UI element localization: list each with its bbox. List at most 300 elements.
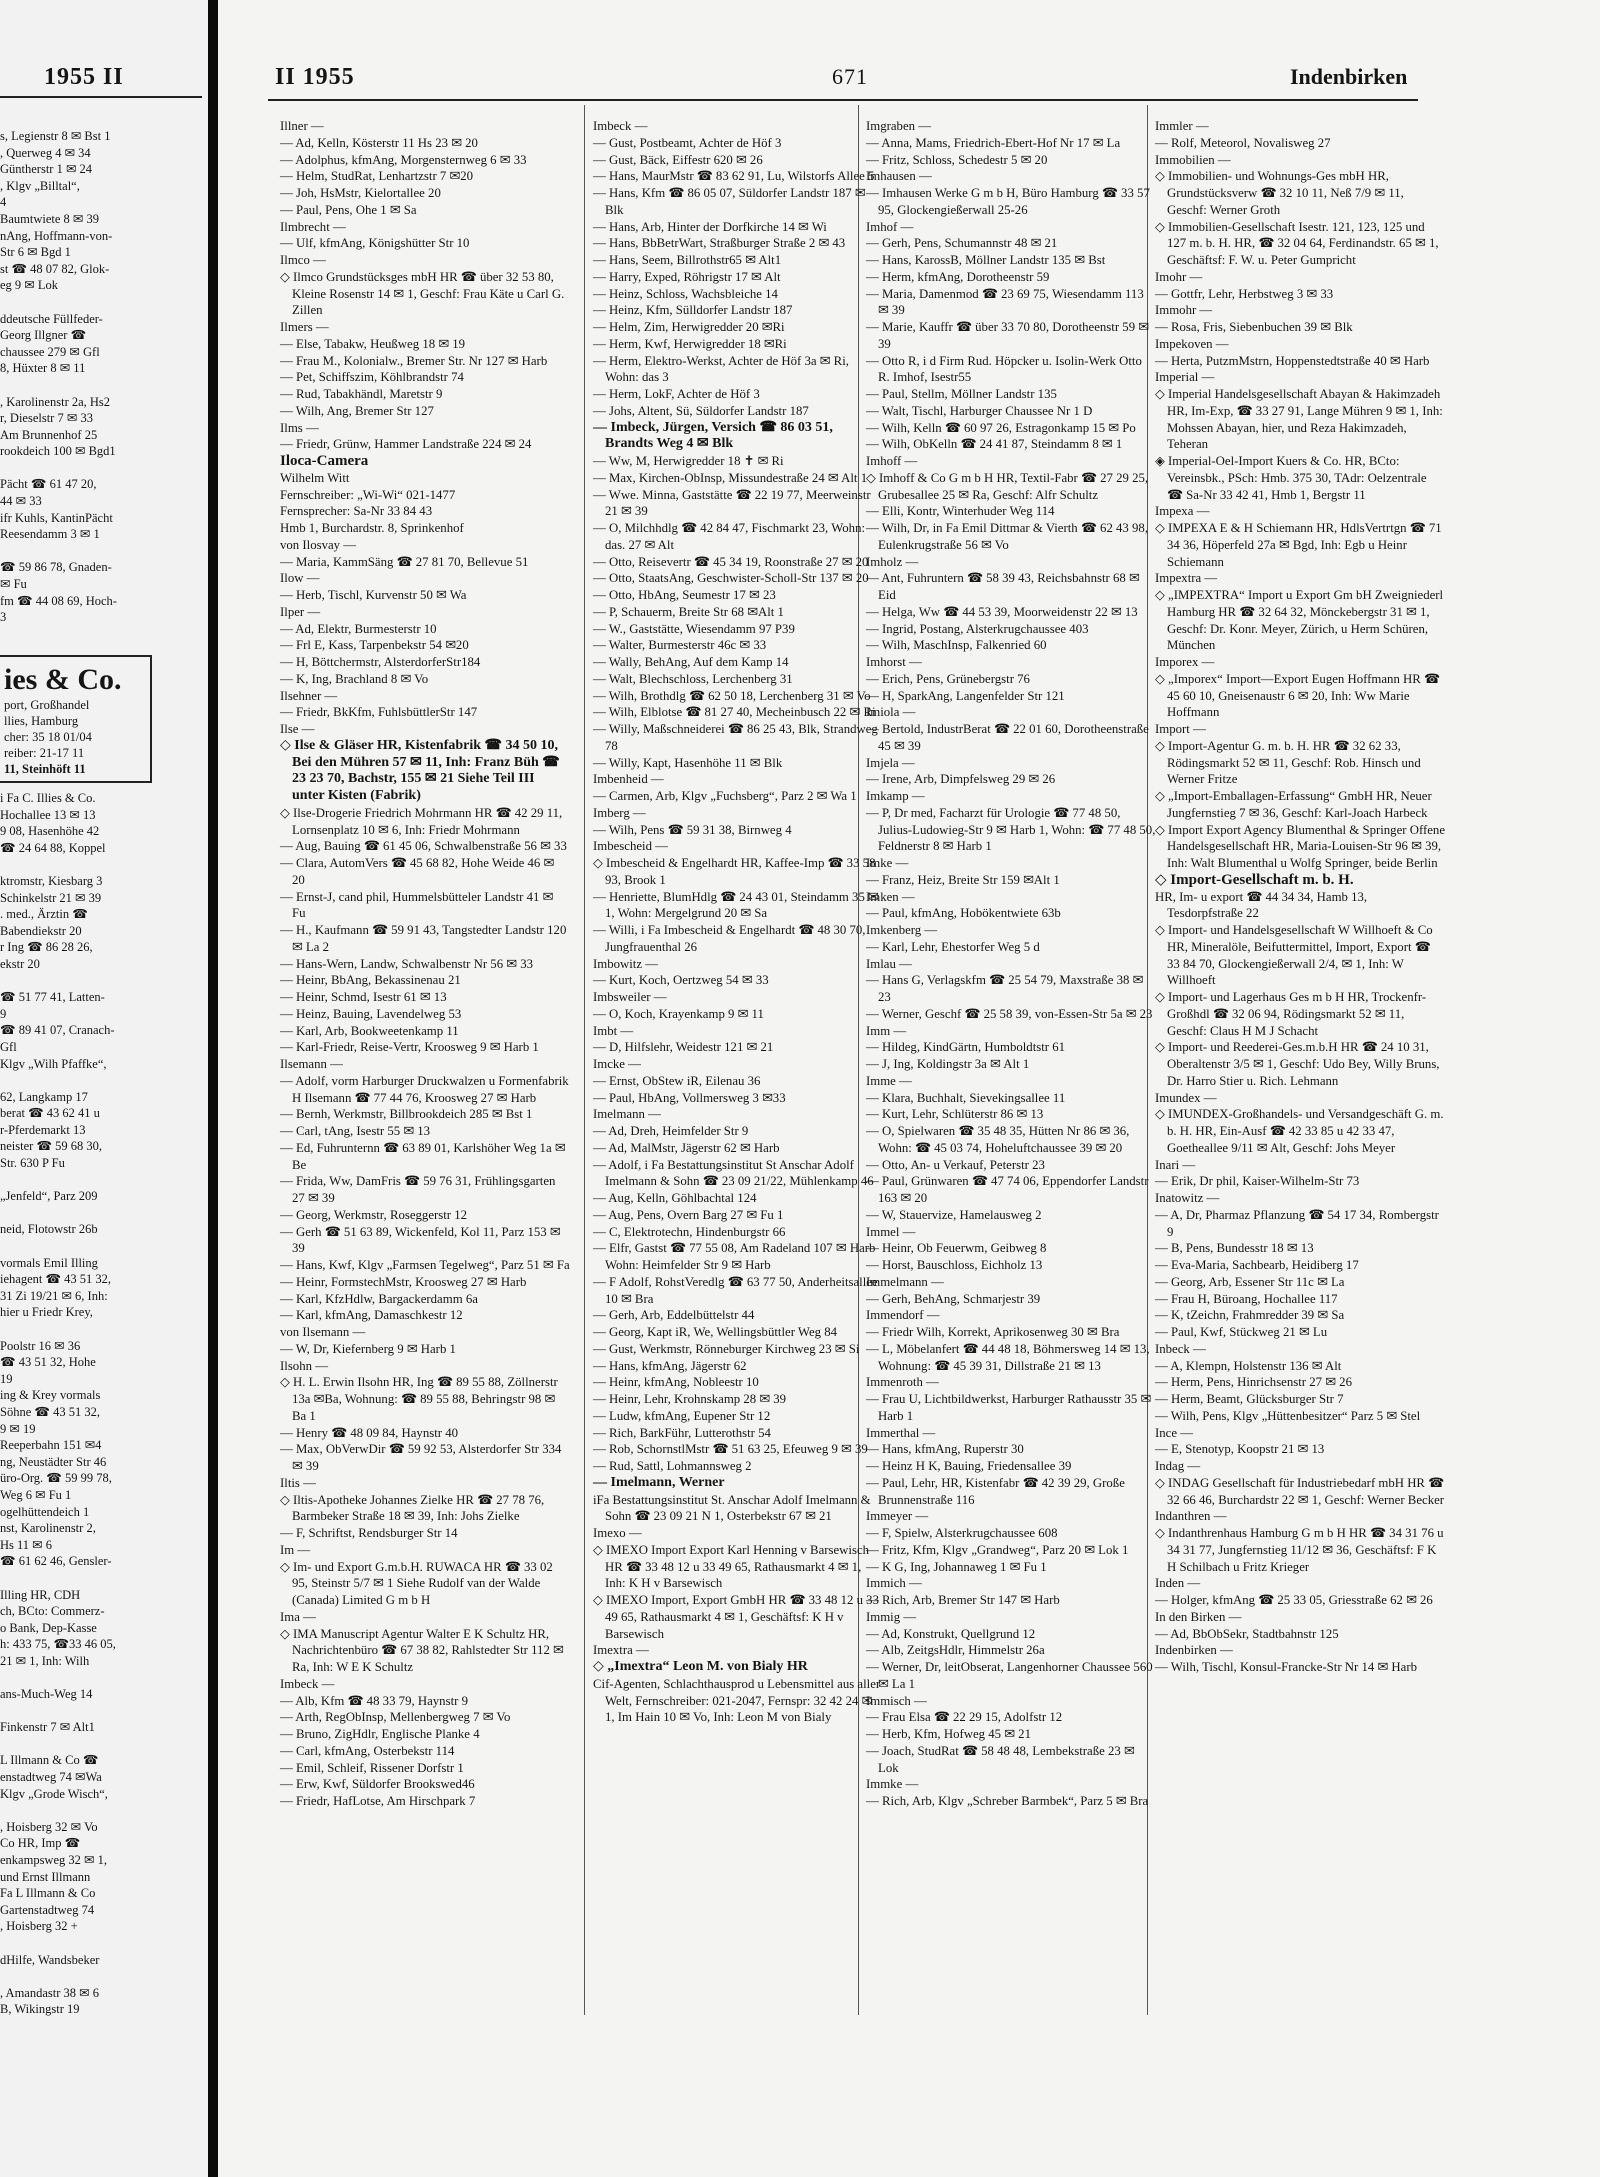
directory-entry: — O, Spielwaren ☎ 35 48 35, Hütten Nr 86 ✉ 36, Wohn: ☎ 45 03 74, Hoheluftchaussee 39 ✉ 20: [866, 1124, 1130, 1155]
directory-entry: — Aug, Pens, Overn Barg 27 ✉ Fu 1: [593, 1207, 784, 1222]
directory-entry: Import —: [1155, 722, 1206, 736]
page-number: 671: [832, 64, 868, 89]
directory-entry: — Erich, Pens, Grünebergstr 76: [866, 671, 1030, 686]
directory-entry: — Hans, kfmAng, Ruperstr 30: [866, 1442, 1024, 1457]
directory-entry: — Ulf, kfmAng, Königshütter Str 10: [280, 236, 470, 251]
directory-entry: ◇ IMUNDEX-Großhandels- und Versandgeschäft G. m. b. H. HR, Ein-Ausf ☎ 42 33 85 u 42 33 47, Goetheallee 9/11 ✉ Alt, Geschf: Johs Meyer: [1155, 1107, 1444, 1155]
left-entry-line: eg 9 ✉ Lok: [0, 278, 59, 293]
left-entry-line: [0, 1935, 205, 1952]
left-entry-line: Baumtwiete 8 ✉ 39: [0, 211, 99, 226]
directory-entry: — Gerh, BehAng, Schmarjestr 39: [866, 1291, 1041, 1306]
directory-entry: — Willy, Kapt, Hasenhöhe 11 ✉ Blk: [593, 755, 783, 770]
directory-entry: — Hans, Kwf, Klgv „Farmsen Tegelweg“, Parz 51 ✉ Fa: [280, 1258, 570, 1272]
directory-entry: — F Adolf, RohstVeredlg ☎ 63 77 50, Anderheitsallee 10 ✉ Bra: [593, 1274, 878, 1306]
directory-entry: — Otto, Reisevertr ☎ 45 34 19, Roonstraße 27 ✉ 20: [593, 554, 869, 569]
left-entry-line: [0, 1968, 205, 1985]
directory-entry: — Rolf, Meteorol, Novalisweg 27: [1155, 135, 1331, 150]
directory-entry: — Johs, Altent, Sü, Süldorfer Landstr 187: [593, 403, 809, 418]
directory-entry: ◇ „Imporex“ Import—Export Eugen Hoffmann HR ☎ 45 60 10, Gneisenaustr 6 ✉ 20, Inh: Ww Marie Hoffmann: [1155, 671, 1440, 720]
directory-entry: — Ad, MalMstr, Jägerstr 62 ✉ Harb: [593, 1140, 780, 1155]
left-entry-line: und Ernst Illmann: [0, 1869, 91, 1884]
directory-entry: — Gerh, Pens, Schumannstr 48 ✉ 21: [866, 236, 1058, 251]
left-header-rule: [0, 96, 202, 98]
directory-entry: Imbescheid —: [593, 839, 668, 854]
directory-entry: Immler —: [1155, 119, 1209, 133]
directory-entry: Inatowitz —: [1155, 1191, 1220, 1205]
directory-entry: Inden —: [1155, 1576, 1201, 1591]
directory-entry: — Heinr, Ob Feuerwm, Geibweg 8: [866, 1241, 1047, 1256]
directory-entry: Imholz —: [866, 554, 919, 569]
directory-entry: ◇ IMEXO Import, Export GmbH HR ☎ 33 48 12 u 33 49 65, Rathausmarkt 4 ✉ 1, Geschäftsf: K H v Barsewisch: [593, 1593, 879, 1641]
directory-entry: Ima —: [280, 1609, 316, 1624]
directory-entry: ◇ Im- und Export G.m.b.H. RUWACA HR ☎ 33 02 95, Steinstr 5/7 ✉ 1 Siehe Rudolf van der Walde (Canada) Limited G m b H: [280, 1559, 553, 1607]
directory-entry: — O, Koch, Krayenkamp 9 ✉ 11: [593, 1006, 764, 1021]
left-entry-line: Co HR, Imp ☎: [0, 1836, 81, 1851]
directory-entry: Imme —: [866, 1073, 912, 1088]
directory-entry: — Emil, Schleif, Rissener Dorfstr 1: [280, 1760, 464, 1775]
directory-entry: — Hans, Seem, Billrothstr65 ✉ Alt1: [593, 253, 782, 267]
directory-entry: Imlau —: [866, 956, 912, 971]
left-entry-line: fm ☎ 44 08 69, Hoch-: [0, 593, 117, 608]
left-entry-line: s, Legienstr 8 ✉ Bst 1: [0, 129, 111, 143]
left-entry-line: Reesendamm 3 ✉ 1: [0, 527, 100, 542]
directory-entry: — W., Gaststätte, Wiesendamm 97 P39: [593, 621, 795, 636]
directory-entry: — Alb, Kfm ☎ 48 33 79, Haynstr 9: [280, 1693, 468, 1708]
directory-entry: — Carmen, Arb, Klgv „Fuchsberg“, Parz 2 ✉ Wa 1: [593, 789, 857, 803]
directory-entry: — Arth, RegObInsp, Mellenbergweg 7 ✉ Vo: [280, 1710, 511, 1725]
directory-entry: Ilse —: [280, 722, 315, 736]
left-entry-line: , Hoisberg 32 ✉ Vo: [0, 1819, 98, 1834]
directory-entry: — A, Klempn, Holstenstr 136 ✉ Alt: [1155, 1358, 1342, 1373]
left-entry-line: 44 ✉ 33: [0, 494, 42, 509]
directory-entry: Hmb 1, Burchardstr. 8, Sprinkenhof: [280, 521, 464, 535]
directory-entry: — Georg, Werkmstr, Roseggerstr 12: [280, 1207, 468, 1222]
directory-entry: — Ww, M, Herwigredder 18 ✝ ✉ Ri: [593, 454, 784, 468]
directory-entry: Imberg —: [593, 805, 646, 820]
directory-entry: — Imelmann, Werner: [593, 1474, 725, 1490]
directory-entry: — Paul, Stellm, Möllner Landstr 135: [866, 387, 1057, 401]
directory-entry: Imhof —: [866, 219, 914, 234]
left-entry-line: Weg 6 ✉ Fu 1: [0, 1487, 72, 1502]
directory-entry: — Hans, BbBetrWart, Straßburger Straße 2 ✉ 43: [593, 236, 846, 251]
directory-entry: — Gottfr, Lehr, Herbstweg 3 ✉ 33: [1155, 286, 1334, 301]
directory-entry: Imiola —: [866, 705, 916, 720]
left-entry-line: „Jenfeld“, Parz 209: [0, 1189, 98, 1204]
directory-entry: — Friedr, Grünw, Hammer Landstraße 224 ✉ 24: [280, 437, 532, 452]
left-entry-line: 9 08, Hasenhöhe 42: [0, 824, 100, 839]
directory-entry: ◇ Imhoff & Co G m b H HR, Textil-Fabr ☎ 27 29 25, Grubesallee 25 ✉ Ra, Geschf: Alfr Schultz: [866, 470, 1149, 502]
left-entry-line: ☎ 89 41 07, Cranach-: [0, 1023, 115, 1038]
left-entry-line: [0, 1736, 205, 1753]
directory-entry: — Heinz, Kfm, Sülldorfer Landstr 187: [593, 303, 793, 318]
left-entry-line: [0, 1172, 205, 1189]
left-entry-line: [0, 973, 205, 990]
directory-entry: — Otto, StaatsAng, Geschwister-Scholl-Str 137 ✉ 20: [593, 571, 869, 586]
left-entry-line: enkampsweg 32 ✉ 1,: [0, 1853, 107, 1867]
directory-entry: — L, Möbelanfert ☎ 44 48 18, Böhmersweg 14 ✉ 13, Wohnung: ☎ 45 39 31, Dillstraße 21 ✉ 13: [866, 1341, 1150, 1373]
left-entry-line: Babendiekstr 20: [0, 923, 82, 938]
directory-entry: — Frau M., Kolonialw., Bremer Str. Nr 127 ✉ Harb: [280, 353, 548, 368]
directory-entry: Imke —: [866, 856, 909, 870]
left-entry-line: ☎ 43 51 32, Hohe: [0, 1355, 96, 1370]
directory-entry: — Gust, Bäck, Eiffestr 620 ✉ 26: [593, 152, 763, 167]
directory-entry: Imgraben —: [866, 119, 932, 133]
directory-entry: — Herb, Tischl, Kurvenstr 50 ✉ Wa: [280, 588, 467, 602]
directory-entry: Immendorf —: [866, 1308, 940, 1323]
left-entry-line: [0, 377, 205, 394]
directory-entry: ◇ „Import-Emballagen-Erfassung“ GmbH HR, Neuer Jungfernstieg 7 ✉ 36, Geschf: Karl-Joach Harbeck: [1155, 789, 1432, 820]
directory-entry: — Wilh, Ang, Bremer Str 127: [280, 403, 434, 418]
directory-entry: Immig —: [866, 1609, 917, 1624]
directory-entry: — Hildeg, KindGärtn, Humboldtstr 61: [866, 1040, 1066, 1055]
left-page-entries: [0, 128, 205, 626]
left-entry-line: 4: [0, 195, 7, 210]
directory-entry: — Herta, PutzmMstrn, Hoppenstedtstraße 40 ✉ Harb: [1155, 353, 1430, 368]
directory-entry: — Georg, Kapt iR, We, Wellingsbüttler Weg 84: [593, 1325, 838, 1339]
directory-entry: — Ant, Fuhruntern ☎ 58 39 43, Reichsbahnstr 68 ✉ Eid: [866, 571, 1140, 602]
directory-entry: ◇ Ilmco Grundstücksges mbH HR ☎ über 32 53 80, Kleine Rosenstr 14 ✉ 1, Geschf: Frau Käte u Carl G. Zillen: [280, 269, 565, 318]
left-entry-line: ☎ 59 86 78, Gnaden-: [0, 560, 112, 575]
directory-column-1: [280, 118, 570, 1810]
left-entry-line: rookdeich 100 ✉ Bgd1: [0, 444, 116, 459]
directory-entry: — Bernh, Werkmstr, Billbrookdeich 285 ✉ Bst 1: [280, 1107, 533, 1122]
directory-entry: Fernschreiber: „Wi-Wi“ 021-1477: [280, 487, 456, 502]
directory-entry: — Georg, Arb, Essener Str 11c ✉ La: [1155, 1274, 1345, 1289]
directory-entry: Imexo —: [593, 1526, 642, 1540]
directory-entry: — Erw, Kwf, Süldorfer Brookswed46: [280, 1777, 475, 1792]
directory-entry: — Max, Kirchen-ObInsp, Missundestraße 24 ✉ Alt 1: [593, 470, 868, 485]
directory-entry: — F, Spielw, Alsterkrugchaussee 608: [866, 1526, 1058, 1540]
left-entry-line: hier u Friedr Krey,: [0, 1305, 93, 1320]
column-divider: [584, 105, 585, 2015]
directory-entry: — Paul, Lehr, HR, Kistenfabr ☎ 42 39 29, Große Brunnenstraße 116: [866, 1475, 1125, 1507]
directory-entry: Ilmbrecht —: [280, 219, 346, 234]
directory-entry: Im —: [280, 1542, 311, 1557]
directory-entry: — Wilh, Kelln ☎ 60 97 26, Estragonkamp 15 ✉ Po: [866, 420, 1136, 435]
directory-entry: — Willi, i Fa Imbescheid & Engelhardt ☎ 48 30 70, Jungfrauenthal 26: [593, 923, 866, 954]
directory-entry: — Rud, Sattl, Lohmannsweg 2: [593, 1459, 752, 1473]
directory-column-4: [1155, 118, 1445, 1676]
directory-entry: — Else, Tabakw, Heußweg 18 ✉ 19: [280, 336, 466, 351]
directory-entry: — W, Dr, Kiefernberg 9 ✉ Harb 1: [280, 1341, 456, 1356]
left-entry-line: nst, Karolinenstr 2,: [0, 1521, 96, 1536]
directory-column-2: [593, 118, 883, 1726]
directory-entry: — Helm, Zim, Herwigredder 20 ✉Ri: [593, 320, 785, 334]
directory-entry: — Ad, Konstrukt, Quellgrund 12: [866, 1626, 1036, 1641]
directory-entry: — Klara, Buchhalt, Sievekingsallee 11: [866, 1090, 1066, 1105]
left-entry-line: ogelhüttendeich 1: [0, 1504, 90, 1519]
directory-entry: — Hans, MaurMstr ☎ 83 62 91, Lu, Wilstorfs Allee 5: [593, 169, 875, 184]
left-entry-line: chaussee 279 ✉ Gfl: [0, 344, 100, 359]
directory-entry: — Hans, KarossB, Möllner Landstr 135 ✉ Bst: [866, 253, 1106, 267]
directory-entry: — Holger, kfmAng ☎ 25 33 05, Griesstraße 62 ✉ 26: [1155, 1593, 1433, 1607]
left-entry-line: vormals Emil Illing: [0, 1255, 98, 1270]
directory-entry: — K, Ing, Brachland 8 ✉ Vo: [280, 671, 429, 686]
directory-entry: — Heinr, BbAng, Bekassinenau 21: [280, 973, 461, 988]
left-entry-line: ddeutsche Füllfeder-: [0, 311, 103, 326]
directory-entry: Imkamp —: [866, 789, 925, 803]
left-entry-line: Fa L Illmann & Co: [0, 1886, 96, 1901]
directory-entry: Iltis —: [280, 1475, 316, 1490]
directory-entry: — Ad, Elektr, Burmesterstr 10: [280, 621, 437, 636]
directory-entry: Imbeck —: [593, 119, 648, 133]
directory-entry: — W, Stauervize, Hamelausweg 2: [866, 1207, 1042, 1222]
left-entry-line: Klgv „Wilh Pfaffke“,: [0, 1056, 107, 1071]
left-entry-line: L Illmann & Co ☎: [0, 1753, 99, 1768]
left-entry-line: [0, 1802, 205, 1819]
directory-entry: — Gerh, Arb, Eddelbüttelstr 44: [593, 1308, 755, 1323]
directory-entry: — P, Schauerm, Breite Str 68 ✉Alt 1: [593, 604, 784, 619]
ad-firm-name: ies & Co.: [4, 663, 122, 696]
directory-entry: ◇ Import-Gesellschaft m. b. H.: [1155, 871, 1354, 888]
left-entry-line: ing & Krey vormals: [0, 1388, 101, 1403]
left-entry-line: ☎ 61 62 46, Gensler-: [0, 1554, 112, 1569]
directory-entry: — Wilh, Dr, in Fa Emil Dittmar & Vierth ☎ 62 43 98, Eulenkrugstraße 56 ✉ Vo: [866, 521, 1149, 552]
directory-entry: — Rich, Arb, Klgv „Schreber Barmbek“, Parz 5 ✉ Bra: [866, 1794, 1149, 1808]
left-entry-line: ktromstr, Kiesbarg 3: [0, 873, 103, 888]
directory-entry: Iloca-Camera: [280, 453, 369, 469]
directory-entry: ◇ H. L. Erwin Ilsohn HR, Ing ☎ 89 55 88, Zöllnerstr 13a ✉Ba, Wohnung: ☎ 89 55 88, Behringstr 98 ✉ Ba 1: [280, 1375, 558, 1423]
ad-line: 11, Steinhöft 11: [4, 762, 86, 776]
book-gutter: [208, 0, 218, 2177]
directory-entry: ◇ Import- und Handelsgesellschaft W Willhoeft & Co HR, Mineralöle, Beifuttermittel, Import, Export ☎ 33 84 70, Glockengießerwall 2/4, ✉ 1, Inh: W Willhoeft: [1155, 923, 1433, 988]
left-entry-line: Georg Illgner ☎: [0, 328, 87, 343]
ad-line: port, Großhandel: [4, 698, 90, 712]
directory-entry: — H., Kaufmann ☎ 59 91 43, Tangstedter Landstr 120 ✉ La 2: [280, 923, 567, 954]
directory-entry: ◇ „Imextra“ Leon M. von Bialy HR: [593, 1659, 808, 1674]
directory-entry: — H, SparkAng, Langenfelder Str 121: [866, 688, 1065, 703]
left-entry-line: [0, 856, 205, 873]
left-entry-line: , Karolinenstr 2a, Hs2: [0, 394, 111, 409]
directory-entry: — Ludw, kfmAng, Eupener Str 12: [593, 1408, 771, 1423]
left-entry-line: 31 Zi 19/21 ✉ 6, Inh:: [0, 1288, 108, 1303]
directory-entry: Immisch —: [866, 1693, 927, 1708]
left-entry-line: neister ☎ 59 68 30,: [0, 1139, 103, 1154]
left-entry-line: ifr Kuhls, KantinPächt: [0, 510, 113, 525]
directory-entry: — Henriette, BlumHdlg ☎ 24 43 01, Steindamm 35 ✉ 1, Wohn: Mergelgrund 20 ✉ Sa: [593, 889, 879, 921]
directory-entry: — Heinr, Lehr, Krohnskamp 28 ✉ 39: [593, 1392, 787, 1406]
directory-entry: — Joh, HsMstr, Kielortallee 20: [280, 186, 441, 200]
directory-entry: Immelmann —: [866, 1274, 944, 1289]
directory-entry: Inbeck —: [1155, 1341, 1206, 1356]
ad-line: reiber: 21-17 11: [4, 746, 85, 760]
directory-entry: — Fritz, Schloss, Schedestr 5 ✉ 20: [866, 152, 1048, 167]
left-entry-line: Am Brunnenhof 25: [0, 427, 98, 442]
directory-entry: ◇ Ilse & Gläser HR, Kistenfabrik ☎ 34 50 10, Bei den Mühren 57 ✉ 11, Inh: Franz Büh ☎ 23 23 70, Bachstr, 155 ✉ 21 Siehe Teil III unter Kisten (Fabrik): [280, 737, 560, 803]
directory-entry: — Paul, kfmAng, Hobökentwiete 63b: [866, 906, 1061, 921]
directory-entry: — Helga, Ww ☎ 44 53 39, Moorweidenstr 22 ✉ 13: [866, 604, 1138, 619]
directory-entry: Imbsweiler —: [593, 990, 667, 1004]
directory-entry: Wilhelm Witt: [280, 470, 350, 485]
directory-entry: ◇ Indanthrenhaus Hamburg G m b H HR ☎ 34 31 76 u 34 31 77, Jungfernstieg 11/12 ✉ 36, Geschäftsf: F K H Schilbach u Fritz Krieger: [1155, 1526, 1444, 1574]
directory-entry: Immenroth —: [866, 1375, 939, 1390]
directory-entry: Ilow —: [280, 571, 320, 586]
directory-entry: — Heinr, FormstechMstr, Kroosweg 27 ✉ Harb: [280, 1274, 527, 1289]
directory-entry: ◇ IMA Manuscript Agentur Walter E K Schultz HR, Nachrichtenbüro ☎ 67 38 82, Rahlstedter Str 112 ✉ Ra, Inh: W E K Schultz: [280, 1626, 564, 1674]
left-entry-line: , Amandastr 38 ✉ 6: [0, 1985, 100, 2000]
directory-entry: ◈ Imperial-Oel-Import Kuers & Co. HR, BCto: Vereinsbk., PSch: Hmb. 375 30, TAdr: Oelzentrale ☎ Sa-Nr 33 42 41, Hmb 1, Bergstr 11: [1155, 454, 1427, 502]
directory-entry: — Hans-Wern, Landw, Schwalbenstr Nr 56 ✉ 33: [280, 956, 534, 971]
directory-entry: — Heinr, Schmd, Isestr 61 ✉ 13: [280, 990, 447, 1004]
directory-entry: Imbeck —: [280, 1676, 335, 1691]
directory-entry: — Karl, Lehr, Ehestorfer Weg 5 d: [866, 939, 1040, 954]
directory-entry: — Imhausen Werke G m b H, Büro Hamburg ☎ 33 57 95, Glockengießerwall 25-26: [866, 186, 1150, 217]
directory-entry: — Maria, Damenmod ☎ 23 69 75, Wiesendamm 113 ✉ 39: [866, 286, 1144, 318]
left-entry-line: i Fa C. Illies & Co.: [0, 791, 96, 805]
left-entry-line: Pächt ☎ 61 47 20,: [0, 477, 97, 492]
directory-entry: — Bertold, IndustrBerat ☎ 22 01 60, Dorotheenstraße 45 ✉ 39: [866, 722, 1149, 753]
directory-entry: Imkenberg —: [866, 923, 938, 937]
left-entry-line: Finkenstr 7 ✉ Alt1: [0, 1720, 95, 1735]
left-entry-line: [0, 1205, 205, 1222]
directory-entry: — Erik, Dr phil, Kaiser-Wilhelm-Str 73: [1155, 1174, 1360, 1189]
directory-entry: ◇ INDAG Gesellschaft für Industriebedarf mbH HR ☎ 32 66 46, Burchardstr 22 ✉ 1, Geschf: Werner Becker: [1155, 1475, 1445, 1507]
left-entry-line: h: 433 75, ☎33 46 05,: [0, 1637, 116, 1652]
directory-entry: Imhorst —: [866, 655, 922, 669]
directory-entry: — Elli, Kontr, Winterhuder Weg 114: [866, 504, 1055, 519]
directory-entry: — D, Hilfslehr, Weidestr 121 ✉ 21: [593, 1040, 774, 1055]
directory-entry: — Paul, Grünwaren ☎ 47 74 06, Eppendorfer Landstr 163 ✉ 20: [866, 1174, 1149, 1205]
directory-entry: — Adolf, vorm Harburger Druckwalzen u Formenfabrik H Ilsemann ☎ 77 44 76, Kroosweg 27 ✉ Harb: [280, 1073, 569, 1105]
directory-entry: — Friedr, HafLotse, Am Hirschpark 7: [280, 1794, 476, 1808]
directory-entry: — Ad, Dreh, Heimfelder Str 9: [593, 1124, 749, 1138]
directory-entry: — Hans, Kfm ☎ 86 05 07, Süldorfer Landstr 187 ✉ Blk: [593, 186, 866, 217]
directory-entry: — Carl, kfmAng, Osterbekstr 114: [280, 1743, 455, 1758]
directory-entry: HR, Im- u export ☎ 44 34 34, Hamb 13, Tesdorpfstraße 22: [1155, 889, 1368, 921]
directory-entry: — Friedr, BkKfm, FuhlsbüttlerStr 147: [280, 705, 478, 720]
directory-entry: — Anna, Mams, Friedrich-Ebert-Hof Nr 17 ✉ La: [866, 135, 1121, 150]
directory-entry: ◇ Immobilien- und Wohnungs-Ges mbH HR, Grundstücksverw ☎ 32 10 11, Neß 7/9 ✉ 11, Geschf: Werner Groth: [1155, 169, 1404, 217]
directory-entry: — H, Böttchermstr, AlsterdorferStr184: [280, 655, 481, 669]
directory-entry: Imbowitz —: [593, 956, 659, 971]
left-entry-line: Hochallee 13 ✉ 13: [0, 807, 96, 822]
directory-entry: — Rich, Arb, Bremer Str 147 ✉ Harb: [866, 1593, 1060, 1607]
directory-entry: — Otto, HbAng, Seumestr 17 ✉ 23: [593, 588, 776, 602]
directory-entry: iFa Bestattungsinstitut St. Anschar Adolf Imelmann & Sohn ☎ 23 09 21 N 1, Osterbekstr 67 ✉ 21: [593, 1492, 871, 1524]
directory-entry: — Paul, Pens, Ohe 1 ✉ Sa: [280, 202, 417, 217]
directory-entry: Immohr —: [1155, 303, 1213, 318]
directory-entry: Imbenheid —: [593, 772, 664, 787]
directory-entry: — Frau Elsa ☎ 22 29 15, Adolfstr 12: [866, 1710, 1063, 1725]
directory-entry: — Ed, Fuhrunternn ☎ 63 89 01, Karlshöher Weg 1a ✉ Be: [280, 1140, 566, 1172]
directory-entry: — Willy, Maßschneiderei ☎ 86 25 43, Blk, Strandweg 78: [593, 722, 878, 753]
left-entry-line: ekstr 20: [0, 956, 40, 971]
directory-entry: — Clara, AutomVers ☎ 45 68 82, Hohe Weide 46 ✉ 20: [280, 856, 555, 887]
directory-entry: — Wally, BehAng, Auf dem Kamp 14: [593, 655, 789, 669]
left-entry-line: [0, 1703, 205, 1720]
directory-entry: — Wilh, Elblotse ☎ 81 27 40, Mecheinbusch 22 ✉ Ri: [593, 705, 876, 720]
directory-entry: Immke —: [866, 1777, 919, 1792]
left-entry-line: r, Dieselstr 7 ✉ 33: [0, 411, 93, 426]
directory-entry: — Wilh, Brothdlg ☎ 62 50 18, Lerchenberg 31 ✉ Vo: [593, 688, 871, 703]
directory-entry: — Herm, LokF, Achter de Höf 3: [593, 387, 760, 401]
directory-entry: — Paul, Kwf, Stückweg 21 ✉ Lu: [1155, 1325, 1328, 1339]
directory-column-3: [866, 118, 1156, 1810]
left-entry-line: neid, Flotowstr 26b: [0, 1222, 98, 1237]
left-entry-line: [0, 460, 205, 477]
directory-entry: In den Birken —: [1155, 1609, 1242, 1624]
directory-entry: Imelmann —: [593, 1107, 661, 1122]
directory-entry: Ilsohn —: [280, 1358, 328, 1373]
directory-entry: — Herb, Kfm, Hofweg 45 ✉ 21: [866, 1727, 1031, 1741]
directory-entry: Ilsehner —: [280, 688, 338, 703]
directory-entry: — Marie, Kauffr ☎ über 33 70 80, Dorotheenstr 59 ✉ 39: [866, 320, 1150, 351]
directory-entry: Ilsemann —: [280, 1057, 343, 1071]
directory-entry: — Rich, BarkFühr, Lutterothstr 54: [593, 1425, 771, 1440]
directory-entry: ◇ Immobilien-Gesellschaft Isestr. 121, 123, 125 und 127 m. b. H. HR, ☎ 32 04 64, Ferdinandstr. 65 ✉ 1, Geschäftsf: F. W. u. Peter Gumpricht: [1155, 219, 1439, 267]
directory-entry: — E, Stenotyp, Koopstr 21 ✉ 13: [1155, 1442, 1325, 1457]
directory-entry: ◇ Iltis-Apotheke Johannes Zielke HR ☎ 27 78 76, Barmbeker Straße 18 ✉ 39, Inh: Johs Zielke: [280, 1492, 545, 1524]
left-entry-line: [0, 543, 205, 560]
left-entry-line: Söhne ☎ 43 51 32,: [0, 1404, 100, 1419]
left-entry-line: Gfl: [0, 1039, 17, 1054]
directory-entry: — F, Schriftst, Rendsburger Str 14: [280, 1526, 458, 1540]
left-page-header: 1955 II: [44, 64, 124, 90]
directory-entry: — Karl, kfmAng, Damaschkestr 12: [280, 1308, 463, 1323]
directory-entry: — Carl, tAng, Isestr 55 ✉ 13: [280, 1124, 431, 1138]
header-rule: [268, 99, 1418, 101]
left-entry-line: Hs 11 ✉ 6: [0, 1537, 53, 1552]
directory-entry: — Wilh, Tischl, Konsul-Francke-Str Nr 14 ✉ Harb: [1155, 1660, 1417, 1674]
directory-entry: Immel —: [866, 1224, 916, 1239]
left-entry-line: 62, Langkamp 17: [0, 1089, 88, 1104]
directory-entry: Ince —: [1155, 1425, 1194, 1440]
directory-entry: — Wilh, Pens, Klgv „Hüttenbesitzer“ Parz 5 ✉ Stel: [1155, 1408, 1421, 1423]
left-entry-line: 9: [0, 1006, 7, 1021]
left-entry-line: ☎ 24 64 88, Koppel: [0, 840, 106, 855]
directory-entry: — Ingrid, Postang, Alsterkrugchaussee 403: [866, 621, 1089, 636]
directory-entry: — Rosa, Fris, Siebenbuchen 39 ✉ Blk: [1155, 320, 1353, 334]
directory-entry: — Aug, Bauing ☎ 61 45 06, Schwalbenstraße 56 ✉ 33: [280, 839, 567, 854]
directory-entry: — Elfr, Gastst ☎ 77 55 08, Am Radeland 107 ✉ Harb Wohn: Heimfelder Str 9 ✉ Harb: [593, 1241, 876, 1272]
directory-entry: ◇ Imperial Handelsgesellschaft Abayan & Hakimzadeh HR, Im-Exp, ☎ 33 27 91, Lange Mühren 9 ✉ 1, Inh: Mohssen Abayan, hier, und Reza Hakimzadeh, Teheran: [1155, 387, 1443, 452]
left-entry-line: [0, 1321, 205, 1338]
left-entry-line: , Querweg 4 ✉ 34: [0, 145, 91, 160]
directory-entry: ◇ Import Export Agency Blumenthal & Springer Offene Handelsgesellschaft HR, Maria-Louisen-Str 96 ✉ 39, Inh: Walt Blumenthal u Wolfg Springer, beide Berlin: [1155, 822, 1446, 870]
left-entry-line: [0, 1570, 205, 1587]
left-entry-line: enstadtweg 74 ✉Wa: [0, 1770, 102, 1785]
left-page-fragment: [0, 0, 208, 2177]
directory-entry: Imextra —: [593, 1643, 649, 1658]
left-entry-line: dHilfe, Wandsbeker: [0, 1952, 100, 1967]
directory-entry: Indag —: [1155, 1459, 1201, 1473]
directory-entry: Immich —: [866, 1576, 922, 1591]
directory-entry: Ilmers —: [280, 320, 329, 334]
directory-entry: Inari —: [1155, 1157, 1196, 1172]
directory-entry: Indanthren —: [1155, 1509, 1227, 1524]
directory-entry: Fernsprecher: Sa-Nr 33 84 43: [280, 504, 433, 519]
directory-entry: — Wilh, MaschInsp, Falkenried 60: [866, 638, 1047, 653]
directory-entry: Impextra —: [1155, 571, 1218, 586]
directory-entry: — Maria, KammSäng ☎ 27 81 70, Bellevue 51: [280, 554, 529, 569]
directory-entry: ◇ „IMPEXTRA“ Import u Export Gm bH Zweigniederl Hamburg HR ☎ 32 64 32, Mönckebergstr 31 ✉ 1, Geschf: Dr. Konr. Meyer, Zürich, u Herm Schüren, München: [1155, 588, 1444, 653]
left-entry-line: . med., Ärztin ☎: [0, 907, 88, 922]
directory-entry: — Otto R, i d Firm Rud. Höpcker u. Isolin-Werk Otto R. Imhof, Isestr55: [866, 353, 1142, 385]
left-entry-line: Klgv „Grode Wisch“,: [0, 1786, 108, 1801]
left-entry-line: [0, 294, 205, 311]
directory-entry: — Frl E, Kass, Tarpenbekstr 54 ✉20: [280, 638, 469, 653]
directory-entry: — Wwe. Minna, Gaststätte ☎ 22 19 77, Meerweinstr 21 ✉ 39: [593, 487, 871, 519]
directory-entry: — Herm, kfmAng, Dorotheenstr 59: [866, 269, 1050, 284]
directory-entry: Impexa —: [1155, 504, 1210, 519]
directory-entry: — Karl-Friedr, Reise-Vertr, Kroosweg 9 ✉ Harb 1: [280, 1040, 539, 1055]
directory-entry: — Heinz H K, Bauing, Friedensallee 39: [866, 1459, 1072, 1473]
directory-entry: — Horst, Bauschloss, Eichholz 13: [866, 1258, 1043, 1272]
left-entry-line: o Bank, Dep-Kasse: [0, 1620, 97, 1635]
directory-entry: — Eva-Maria, Sachbearb, Heidiberg 17: [1155, 1258, 1359, 1272]
left-entry-line: ans-Much-Weg 14: [0, 1687, 93, 1702]
directory-entry: Ilms —: [280, 420, 319, 435]
